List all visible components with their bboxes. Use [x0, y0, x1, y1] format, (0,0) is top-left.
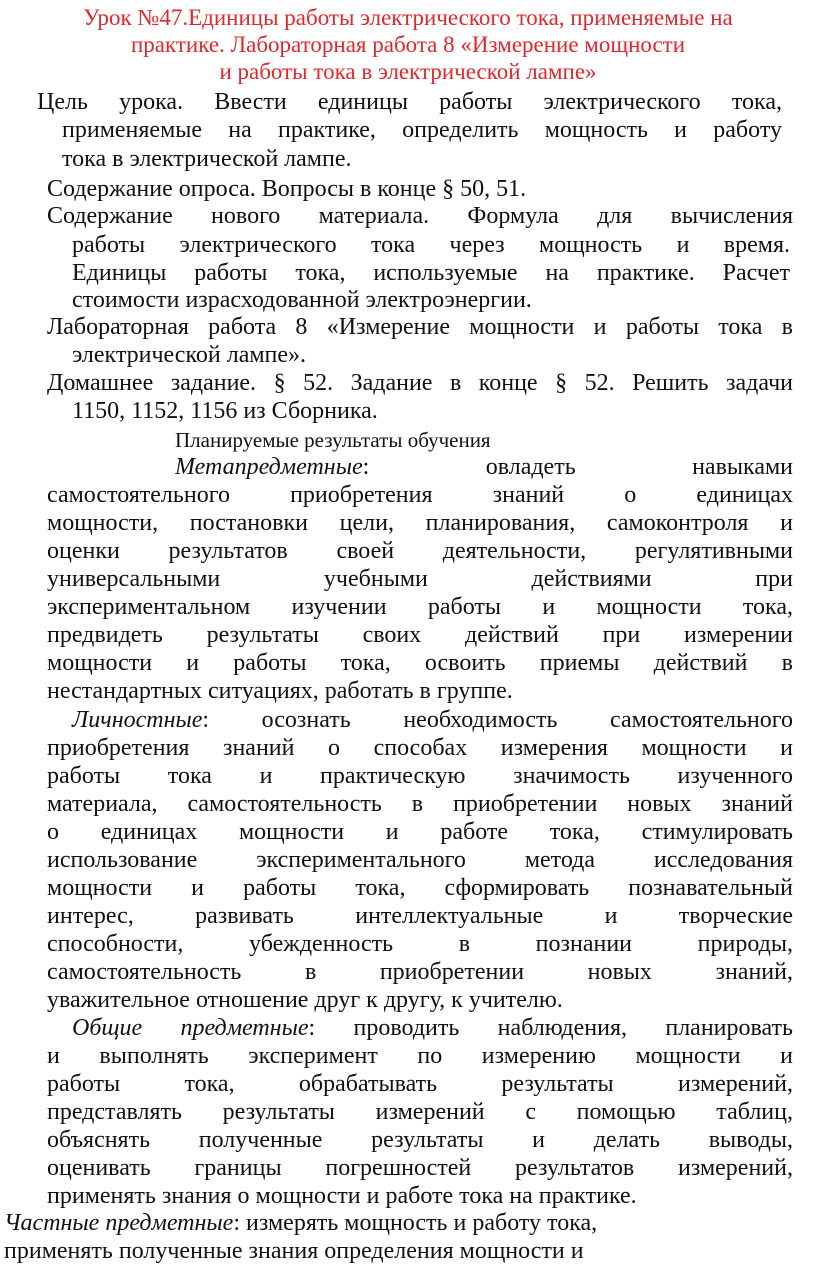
personal-label: Личностные	[72, 707, 203, 733]
general-line: и выполнять эксперимент по измерению мощности и	[47, 1043, 793, 1069]
specific-label: Частные предметные	[4, 1210, 234, 1236]
new-material-line: Содержание нового материала. Формула для вычисления	[47, 203, 793, 229]
personal-line: материала, самостоятельность в приобретении новых знаний	[47, 791, 793, 817]
personal-first-line	[72, 706, 793, 734]
survey-line: Содержание опроса. Вопросы в конце § 50, 51.	[47, 176, 527, 202]
personal-line: мощности и работы тока, сформировать познавательный	[47, 875, 793, 901]
meta-line: универсальными учебными действиями при	[47, 566, 793, 592]
specific-first-line	[4, 1209, 597, 1237]
personal-line: о единицах мощности и работе тока, стимулировать	[47, 819, 793, 845]
meta-line: мощности и работы тока, освоить приемы действий в	[47, 650, 793, 676]
meta-first-line	[175, 453, 793, 481]
general-line: применять знания о мощности и работе тока на практике.	[47, 1183, 637, 1209]
specific-rest: : измерять мощность и работу тока,	[233, 1210, 598, 1236]
personal-line: работы тока и практическую значимость изученного	[47, 763, 793, 789]
general-rest: : проводить наблюдения, планировать	[308, 1015, 793, 1041]
goal-line: применяемые на практике, определить мощность и работу	[62, 117, 782, 143]
specific-line: применять полученные знания определения мощности и	[4, 1238, 584, 1264]
new-material-line: работы электрического тока через мощность и время.	[72, 232, 790, 258]
title-line: практике. Лабораторная работа 8 «Измерение мощности	[130, 32, 686, 57]
personal-line: интерес, развивать интеллектуальные и творческие	[47, 903, 793, 929]
general-line: работы тока, обрабатывать результаты измерений,	[47, 1071, 793, 1097]
general-line: оценивать границы погрешностей результатов измерений,	[47, 1155, 793, 1181]
personal-line: использование экспериментального метода исследования	[47, 847, 793, 873]
meta-line: оценки результатов своей деятельности, регулятивными	[47, 538, 793, 564]
meta-line: самостоятельного приобретения знаний о единицах	[47, 482, 793, 508]
personal-rest: : осознать необходимость самостоятельного	[202, 707, 793, 733]
meta-label: Метапредметные	[175, 454, 363, 480]
meta-line: мощности, постановки цели, планирования, самоконтроля и	[47, 510, 793, 536]
personal-line: способности, убежденность в познании природы,	[47, 931, 793, 957]
lesson-title	[0, 4, 816, 85]
general-label: Общие предметные	[72, 1015, 309, 1041]
general-first-line	[72, 1014, 793, 1042]
goal-line: тока в электрической лампе.	[62, 146, 352, 172]
general-line: представлять результаты измерений с помощью таблиц,	[47, 1099, 793, 1125]
goal-line: Цель урока. Ввести единицы работы электрического тока,	[37, 89, 782, 115]
lab-line: Лабораторная работа 8 «Измерение мощности и работы тока в	[47, 314, 793, 340]
new-material-line: стоимости израсходованной электроэнергии.	[72, 287, 532, 313]
meta-rest: овладеть навыками	[485, 454, 793, 480]
general-line: объяснять полученные результаты и делать выводы,	[47, 1127, 793, 1153]
title-line: Урок №47.Единицы работы электрического тока, применяемые на	[83, 5, 733, 30]
meta-colon: :	[362, 454, 370, 480]
meta-line: предвидеть результаты своих действий при измерении	[47, 622, 793, 648]
personal-line: самостоятельность в приобретении новых знаний,	[47, 959, 793, 985]
meta-line: нестандартных ситуациях, работать в группе.	[47, 678, 513, 704]
homework-line: 1150, 1152, 1156 из Сборника.	[72, 398, 378, 424]
results-heading: Планируемые результаты обучения	[175, 428, 491, 452]
homework-line: Домашнее задание. § 52. Задание в конце § 52. Решить задачи	[47, 370, 793, 396]
new-material-line: Единицы работы тока, используемые на практике. Расчет	[72, 260, 790, 286]
personal-line: приобретения знаний о способах измерения мощности и	[47, 735, 793, 761]
meta-line: экспериментальном изучении работы и мощности тока,	[47, 594, 793, 620]
personal-line: уважительное отношение друг к другу, к учителю.	[47, 987, 563, 1013]
title-line: и работы тока в электрической лампе»	[219, 59, 597, 84]
lab-line: электрической лампе».	[72, 342, 307, 368]
